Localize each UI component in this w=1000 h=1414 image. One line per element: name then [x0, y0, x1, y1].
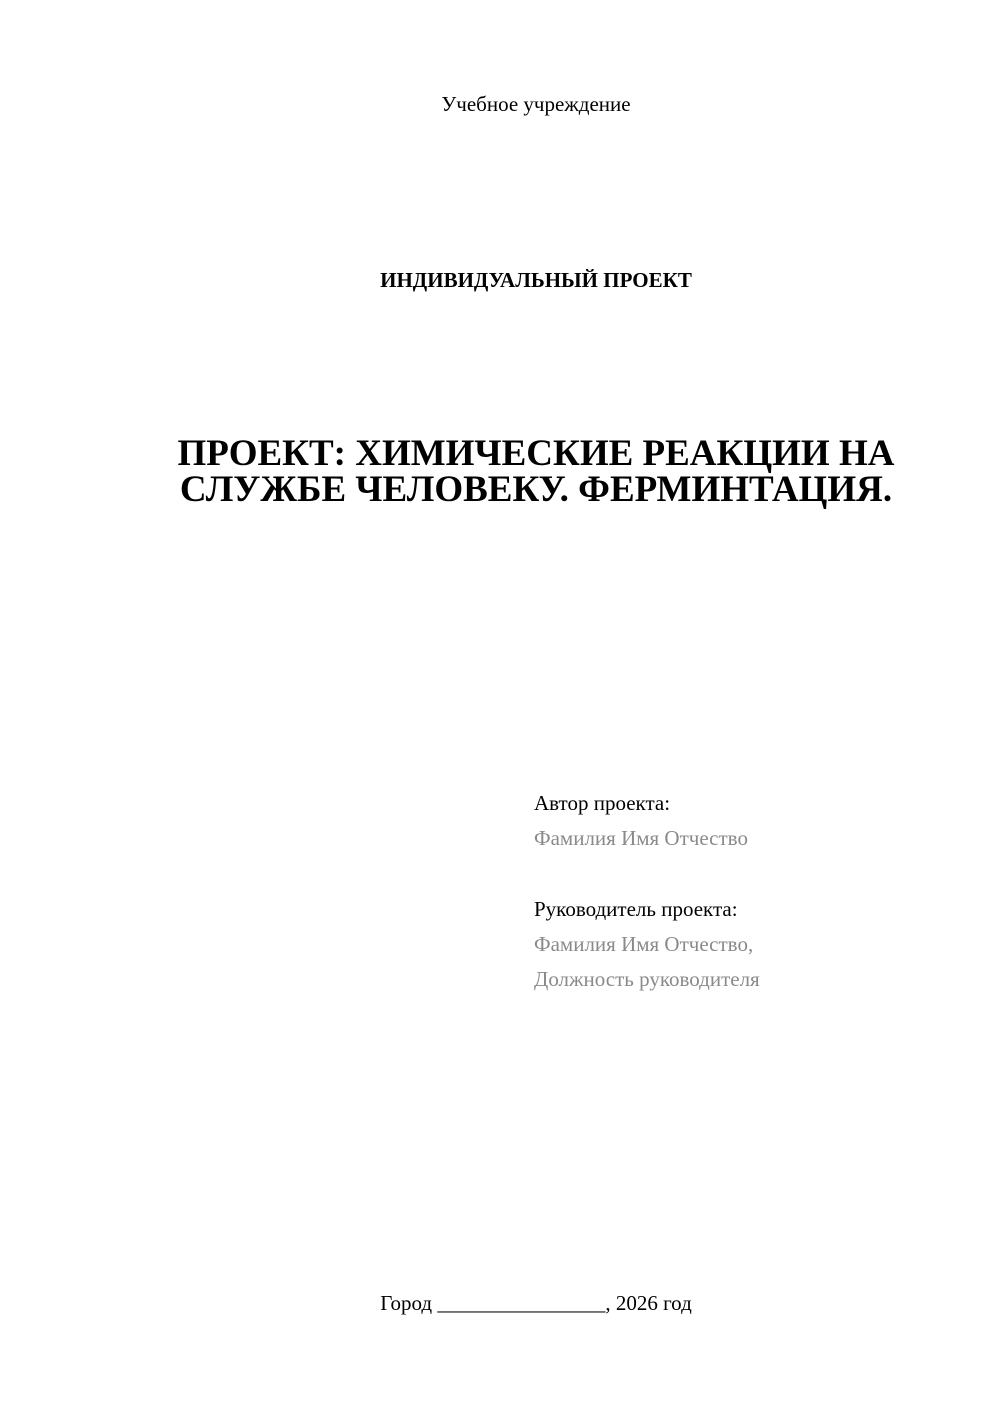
supervisor-label: Руководитель проекта:	[534, 897, 738, 921]
author-label: Автор проекта:	[534, 791, 671, 815]
project-title	[0, 433, 1000, 510]
city-year-footer: Город ________________, 2026 год	[380, 1291, 692, 1315]
institution-name: Учебное учреждение	[441, 92, 631, 116]
project-title-line-1: ПРОЕКТ: ХИМИЧЕСКИЕ РЕАКЦИИ НА	[177, 433, 895, 474]
supervisor-position-placeholder: Должность руководителя	[534, 967, 760, 991]
document-type: ИНДИВИДУАЛЬНЫЙ ПРОЕКТ	[380, 268, 692, 292]
project-title-line-2: СЛУЖБЕ ЧЕЛОВЕКУ. ФЕРМИНТАЦИЯ.	[179, 469, 893, 510]
supervisor-name-placeholder: Фамилия Имя Отчество,	[534, 932, 754, 956]
author-name-placeholder: Фамилия Имя Отчество	[534, 826, 748, 850]
